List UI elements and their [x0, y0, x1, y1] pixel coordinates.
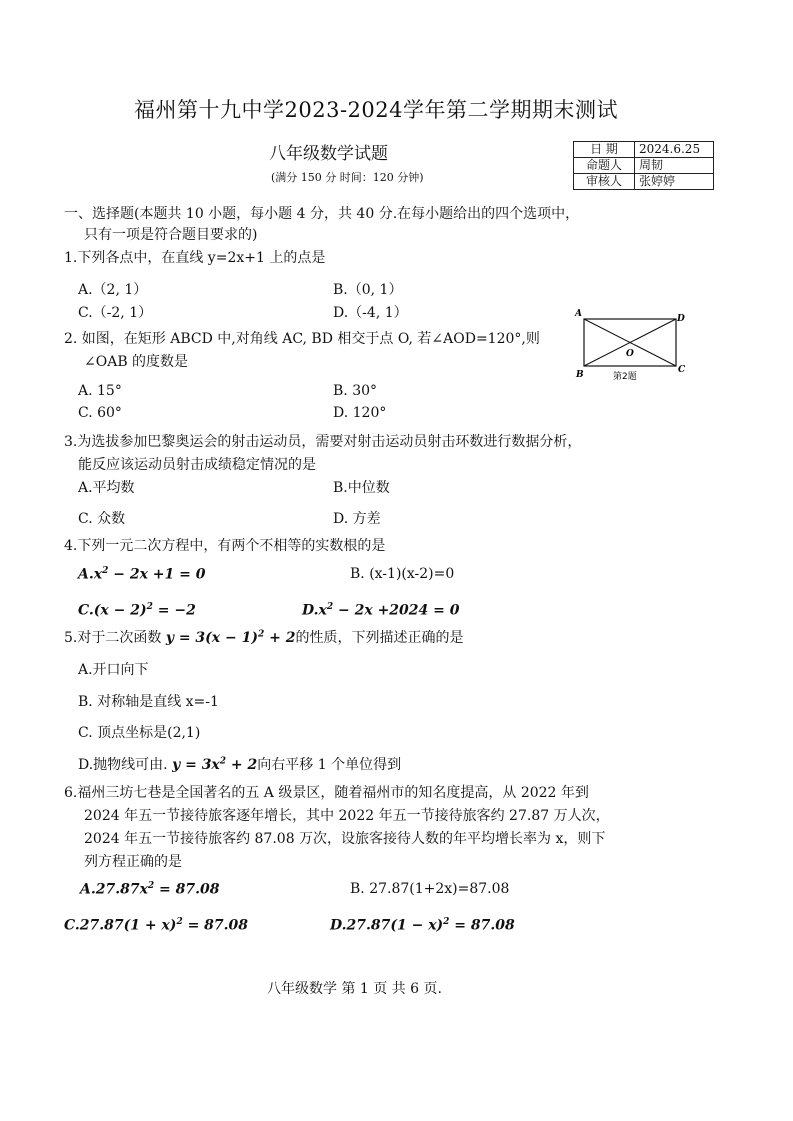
- label-d: D: [677, 314, 685, 324]
- section-heading: 一、选择题(本题共 10 小题，每小题 4 分，共 40 分.在每小题给出的四个选项中，: [64, 206, 580, 222]
- q1-option-d: D.（-4, 1）: [333, 305, 408, 321]
- q6-stem-line3: 2024 年五一节接待旅客约 87.08 万次，设旅客接待人数的年平均增长率为 x，则下: [84, 831, 606, 847]
- q5-d-function: [172, 757, 257, 773]
- q6-d-part1: D.27.87(1 − x): [330, 917, 444, 934]
- label-b: B: [576, 370, 584, 380]
- exam-note: (满分 150 分 时间：120 分钟): [271, 171, 424, 184]
- q4-option-d: [302, 602, 460, 619]
- meta-value: 周韧: [635, 158, 714, 174]
- q6-stem-line2: 2024 年五一节接待旅客逐年增长，其中 2022 年五一节接待旅客约 27.87 万人次，: [84, 808, 610, 824]
- q5-option-b: B. 对称轴是直线 x=-1: [78, 694, 219, 710]
- q5-d-part1: D.抛物线可由.: [78, 757, 173, 773]
- q3-option-a: A.平均数: [78, 480, 135, 496]
- q6-stem-line4: 列方程正确的是: [84, 854, 182, 870]
- q5-fn-part2: + 2: [264, 630, 296, 646]
- q4-d-part1: D.x: [302, 602, 327, 619]
- page-subtitle: 八年级数学试题: [269, 144, 388, 164]
- q1-stem: 1.下列各点中，在直线 y=2x+1 上的点是: [64, 250, 326, 266]
- q5-fn-part1: y = 3(x − 1): [165, 630, 258, 646]
- q6-c-part1: C.27.87(1 + x): [64, 917, 177, 934]
- q6-stem: 6.福州三坊七巷是全国著名的五 A 级景区，随着福州市的知名度提高，从 2022 年到: [64, 785, 589, 801]
- meta-key: 命题人: [574, 158, 635, 174]
- q5-d-fn-part1: y = 3x: [172, 757, 220, 773]
- q2-stem: 2. 如图，在矩形 ABCD 中,对角线 AC, BD 相交于点 O, 若∠AOD=120°,则: [64, 331, 540, 347]
- q4-a-exponent: 2: [102, 566, 109, 576]
- q4-option-b: B. (x-1)(x-2)=0: [350, 566, 455, 582]
- q6-c-exponent: 2: [176, 917, 183, 927]
- q4-a-part1: A.x: [78, 566, 103, 583]
- figure-caption: 第2题: [613, 372, 637, 382]
- label-o: O: [626, 349, 634, 359]
- q6-a-part1: A.27.87x: [80, 881, 148, 898]
- q6-a-part2: = 87.08: [154, 881, 220, 898]
- q5-stem: [64, 627, 463, 647]
- section-heading-line2: 只有一项是符合题目要求的): [84, 227, 258, 243]
- meta-value: 张婷婷: [635, 174, 714, 190]
- meta-row: [574, 174, 714, 190]
- q6-option-b: B. 27.87(1+2x)=87.08: [350, 881, 510, 897]
- q5-option-c: C. 顶点坐标是(2,1): [78, 725, 201, 741]
- q1-option-a: A.（2, 1）: [78, 282, 148, 298]
- q6-option-d: [330, 917, 515, 934]
- q3-option-d: D. 方差: [333, 511, 381, 527]
- q4-a-part2: − 2x +1 = 0: [108, 566, 206, 583]
- meta-row: [574, 158, 714, 174]
- q1-option-c: C.（-2, 1）: [78, 305, 153, 321]
- q1-option-b: B.（0, 1）: [333, 282, 403, 298]
- meta-row: [574, 142, 714, 158]
- q6-d-exponent: 2: [443, 917, 450, 927]
- q5-fn-exponent: 2: [257, 629, 265, 640]
- q6-d-part2: = 87.08: [449, 917, 515, 934]
- q4-c-part2: = −2: [152, 602, 196, 619]
- q4-c-part1: C.(x − 2): [78, 602, 147, 619]
- q5-d-part2: 向右平移 1 个单位得到: [257, 757, 402, 773]
- q2-rectangle-figure: [568, 306, 690, 386]
- q6-option-a: [80, 881, 220, 898]
- q5-d-fn-part2: + 2: [226, 757, 258, 773]
- label-c: C: [678, 365, 686, 375]
- q3-option-b: B.中位数: [333, 480, 390, 496]
- q3-stem-line2: 能反应该运动员射击成绩稳定情况的是: [78, 457, 316, 473]
- q3-option-c: C. 众数: [78, 511, 126, 527]
- q3-stem: 3.为选拔参加巴黎奥运会的射击运动员，需要对射击运动员射击环数进行数据分析，: [64, 434, 582, 450]
- q5-option-a: A.开口向下: [78, 662, 149, 678]
- meta-key: 审核人: [574, 174, 635, 190]
- page-footer: 八年级数学 第 1 页 共 6 页.: [267, 981, 442, 997]
- q2-stem-line2: ∠OAB 的度数是: [84, 354, 189, 370]
- q5-function: [166, 630, 296, 646]
- q5-option-d: [78, 754, 401, 774]
- q5-stem-part1: 5.对于二次函数: [64, 630, 166, 646]
- q4-d-exponent: 2: [326, 602, 334, 612]
- q6-a-exponent: 2: [147, 881, 155, 891]
- page-title: 福州第十九中学2023-2024学年第二学期期末测试: [134, 98, 618, 122]
- q5-d-fn-exponent: 2: [219, 756, 227, 767]
- q2-option-a: A. 15°: [78, 383, 122, 399]
- q4-option-a: [78, 566, 206, 583]
- q6-option-c: [64, 917, 248, 934]
- q2-option-b: B. 30°: [333, 383, 378, 399]
- meta-key: 日 期: [574, 142, 635, 158]
- q6-c-part2: = 87.08: [182, 917, 249, 934]
- q5-stem-part2: 的性质，下列描述正确的是: [295, 630, 464, 646]
- q2-option-c: C. 60°: [78, 405, 122, 421]
- q2-option-d: D. 120°: [333, 405, 387, 421]
- q4-c-exponent: 2: [146, 602, 153, 612]
- q4-d-part2: − 2x +2024 = 0: [333, 602, 460, 619]
- q4-stem: 4.下列一元二次方程中，有两个不相等的实数根的是: [64, 538, 386, 554]
- q4-option-c: [78, 602, 196, 619]
- meta-table: [573, 141, 714, 190]
- meta-value: 2024.6.25: [635, 142, 714, 158]
- label-a: A: [575, 309, 582, 319]
